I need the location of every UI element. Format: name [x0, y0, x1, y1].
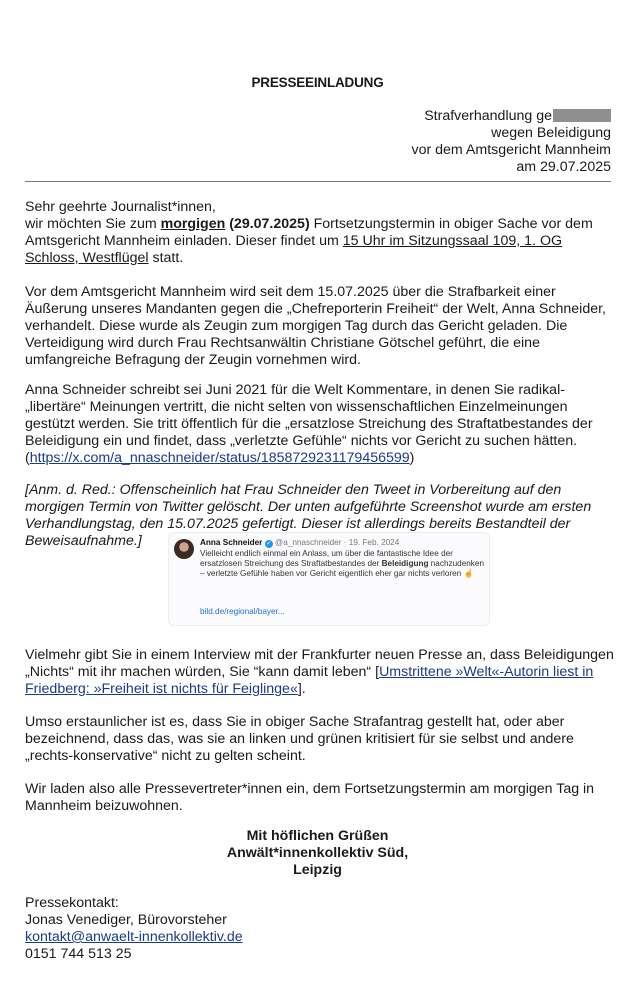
- divider: [25, 181, 611, 182]
- tweet-screenshot: [168, 532, 490, 626]
- paragraph-interview: [25, 647, 615, 698]
- paren-open: (: [25, 450, 30, 466]
- greeting: Sehr geehrte Journalist*innen,: [25, 199, 216, 215]
- tweet-header: [200, 538, 399, 548]
- bracket-open: [: [375, 664, 380, 680]
- tweet-url-link[interactable]: https://x.com/a_nnaschneider/status/1858729231179456599: [29, 450, 410, 466]
- sign-org: Anwält*innenkollektiv Süd,: [226, 845, 409, 861]
- paragraph-background: Vor dem Amtsgericht Mannheim wird seit dem 15.07.2025 über die Strafbarkeit einer Äußerung unseres Mandanten gegen die „Chefreporterin Freiheit“ der Welt, Anna Schneider, verhandelt. Diese wurde als Zeugin zum morgigen Tag durch das Gericht geladen. Die Verteidigung wird durch Frau Rechtsanwältin Christiane Götschel geführt, die eine umfangreiche Befragung der Zeugin vornehmen wird.: [25, 284, 606, 368]
- avatar: [174, 539, 194, 559]
- case-line-4: am 29.07.2025: [516, 159, 611, 175]
- text-span: Vielleicht endlich einmal ein Anlass, um über die fantastische Idee der ersatzlosen Streichung des Straftatbestandes der: [200, 549, 453, 569]
- verified-icon: ✓: [266, 541, 272, 547]
- paren-close: ): [409, 450, 415, 466]
- signature: [0, 828, 635, 879]
- tweet-bold-word: Beleidigung: [381, 559, 429, 569]
- emphasis-morgigen: morgigen: [160, 216, 226, 232]
- case-line-1: Strafverhandlung ge: [424, 108, 552, 124]
- tweet-link: bild.de/regional/bayer...: [200, 607, 285, 616]
- text-span: Fortsetzungstermin in obiger Sache vor dem Amtsgericht Mannheim einladen. Dieser findet um: [25, 216, 593, 249]
- case-line-2: wegen Beleidigung: [491, 125, 611, 141]
- press-contact: [25, 895, 243, 963]
- sign-greeting: Mit höflichen Grüßen: [246, 828, 389, 844]
- contact-label: Pressekontakt:: [25, 895, 119, 911]
- bracket-close: ].: [297, 681, 306, 697]
- editor-note: [Anm. d. Red.: Offenscheinlich hat Frau Schneider den Tweet in Vorbereitung auf den morgigen Termin von Twitter gelöscht. Der unten aufgeführte Screenshot wurde am ersten Verhandlungstag, den 15.07.2025 gefertigt. Dieser ist allerdings bereits Bestandteil der Beweisaufnahme.]: [25, 482, 592, 549]
- sign-city: Leipzig: [293, 862, 342, 878]
- paragraph-closing: Wir laden also alle Pressevertreter*innen ein, dem Fortsetzungstermin am morgigen Tag in Mannheim beizuwohnen.: [25, 781, 595, 814]
- tweet-handle: @a_nnaschneider · 19. Feb. 2024: [274, 538, 400, 547]
- contact-email-link[interactable]: kontakt@anwaelt-innenkollektiv.de: [25, 929, 243, 945]
- paragraph-schneider: [25, 382, 615, 467]
- text-span: Anna Schneider schreibt sei Juni 2021 für die Welt Kommentare, in denen Sie radikal-„libertäre“ Meinungen vertritt, die nicht selten von wissenschaftlichen Einzelmeinungen gestützt werden. Sie tritt öffentlich für die „ersatzlose Streichung des Straftatbestandes der Beleidigung ein und findet, dass „verletzte Gefühle“ nichts vor Gericht zu suchen hätten.: [25, 382, 593, 449]
- contact-phone: 0151 744 513 25: [25, 946, 132, 962]
- text-span: statt.: [148, 250, 184, 266]
- pointing-up-icon: ☝: [463, 569, 474, 579]
- text-span: nachzudenken – verletzte Gefühle haben vor Gericht eigentlich eher gar nichts verloren: [200, 559, 485, 579]
- paragraph-invitation: [25, 199, 615, 267]
- contact-person: Jonas Venediger, Bürovorsteher: [25, 912, 227, 928]
- location-text: 15 Uhr im Sitzungssaal 109, 1. OG Schloss, Westflügel: [25, 233, 563, 266]
- tweet-author: Anna Schneider: [200, 538, 263, 547]
- emphasis-date: (29.07.2025): [225, 216, 310, 232]
- text-span: wir möchten Sie zum: [25, 216, 161, 232]
- redaction-bar: [553, 109, 611, 122]
- article-link[interactable]: Umstrittene »Welt«-Autorin liest in Friedberg: »Freiheit ist nichts für Feiglinge«: [25, 664, 594, 697]
- paragraph-complaint: Umso erstaunlicher ist es, dass Sie in obiger Sache Strafantrag gestellt hat, oder aber bezeichnend, dass das, was sie an linken und grünen kritisiert für sie selbst und andere „rechts-konservative“ nicht zu gelten scheint.: [25, 714, 574, 764]
- case-header: [412, 108, 612, 176]
- case-line-3: vor dem Amtsgericht Mannheim: [411, 142, 611, 158]
- tweet-text: [200, 549, 485, 580]
- text-span: Vielmehr gibt Sie in einem Interview mit der Frankfurter neuen Presse an, dass Beleidigungen „Nichts“ mit ihr machen würden, Sie “kann damit leben“: [25, 647, 614, 680]
- page-title: PRESSEEINLADUNG: [251, 75, 384, 90]
